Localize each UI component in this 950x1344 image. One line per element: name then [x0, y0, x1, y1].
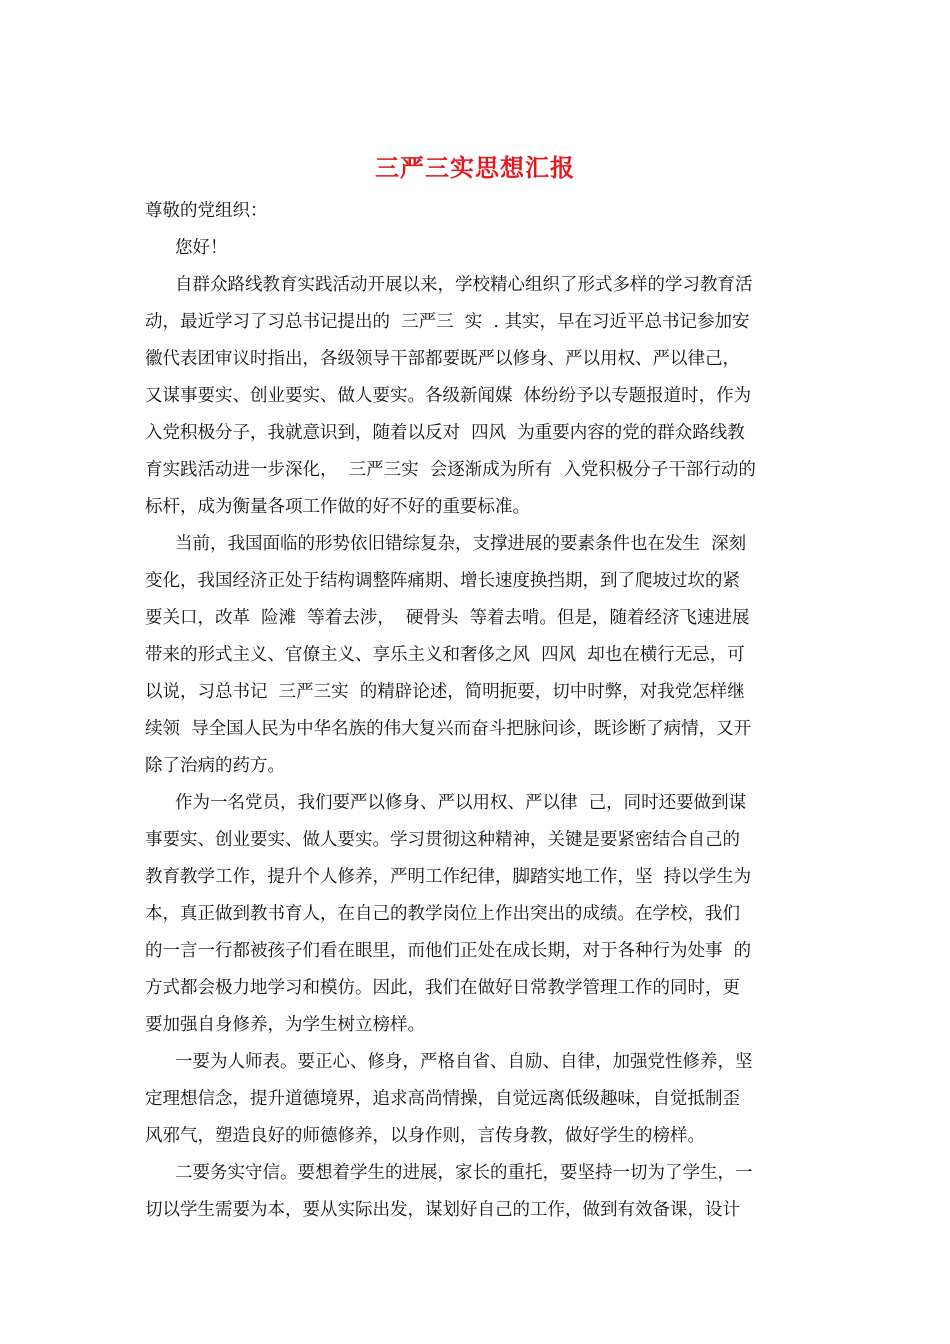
body-line: 除了治病的药方。 [145, 756, 285, 776]
body-line: 定理想信念，提升道德境界，追求高尚情操，自觉远离低级趣味，自觉抵制歪 [145, 1089, 740, 1109]
body-line: 当前，我国面临的形势依旧错综复杂，支撑进展的要素条件也在发生 深刻 [175, 534, 747, 554]
body-line: 续领 导全国人民为中华名族的伟大复兴而奋斗把脉问诊，既诊断了病情，又开 [145, 719, 752, 739]
body-line: 本，真正做到教书育人，在自己的教学岗位上作出突出的成绩。在学校，我们 [145, 904, 740, 924]
body-line: 入党积极分子，我就意识到，随着以反对 四风 为重要内容的党的群众路线教 [145, 423, 745, 443]
document-title: 三严三实思想汇报 [375, 153, 575, 182]
body-line: 要关口，改革 险滩 等着去涉， 硬骨头 等着去啃。但是，随着经济飞速进展 [145, 608, 750, 628]
body-line: 徽代表团审议时指出，各级领导干部都要既严以修身、严以用权、严以律己， [145, 349, 740, 369]
body-line: 又谋事要实、创业要实、做人要实。各级新闻媒 体纷纷予以专题报道时，作为 [145, 386, 752, 406]
body-line: 以说，习总书记 三严三实 的精辟论述，简明扼要，切中时弊，对我党怎样继 [145, 682, 745, 702]
body-line: 您好！ [175, 238, 228, 258]
body-line: 一要为人师表。要正心、修身，严格自省、自励、自律，加强党性修养，坚 [175, 1052, 753, 1072]
body-line: 自群众路线教育实践活动开展以来，学校精心组织了形式多样的学习教育活 [175, 275, 753, 295]
body-line: 动，最近学习了习总书记提出的 三严三 实 . 其实，早在习近平总书记参加安 [145, 312, 750, 332]
body-line: 事要实、创业要实、做人要实。学习贯彻这种精神，关键是要紧密结合自己的 [145, 830, 740, 850]
body-line: 作为一名党员，我们要严以修身、严以用权、严以律 己，同时还要做到谋 [175, 793, 747, 813]
body-line: 教育教学工作，提升个人修养，严明工作纪律，脚踏实地工作，坚 持以学生为 [145, 867, 752, 887]
body-line: 要加强自身修养，为学生树立榜样。 [145, 1015, 425, 1035]
body-line: 二要务实守信。要想着学生的进展，家长的重托，要坚持一切为了学生，一 [175, 1163, 753, 1183]
body-line: 风邪气，塑造良好的师德修养，以身作则，言传身教，做好学生的榜样。 [145, 1126, 705, 1146]
body-line: 切以学生需要为本，要从实际出发，谋划好自己的工作，做到有效备课，设计 [145, 1200, 740, 1220]
body-line: 标杆，成为衡量各项工作做的好不好的重要标准。 [145, 497, 530, 517]
document-body [145, 193, 810, 1229]
body-line: 变化，我国经济正处于结构调整阵痛期、增长速度换挡期，到了爬坡过坎的紧 [145, 571, 740, 591]
body-line: 方式都会极力地学习和模仿。因此，我们在做好日常教学管理工作的同时，更 [145, 978, 740, 998]
body-line: 尊敬的党组织： [145, 201, 268, 221]
body-line: 育实践活动进一步深化， 三严三实 会逐渐成为所有 入党积极分子干部行动的 [145, 460, 756, 480]
body-line: 带来的形式主义、官僚主义、享乐主义和奢侈之风 四风 却也在横行无忌，可 [145, 645, 745, 665]
body-line: 的一言一行都被孩子们看在眼里，而他们正处在成长期，对于各种行为处事 的 [145, 941, 752, 961]
